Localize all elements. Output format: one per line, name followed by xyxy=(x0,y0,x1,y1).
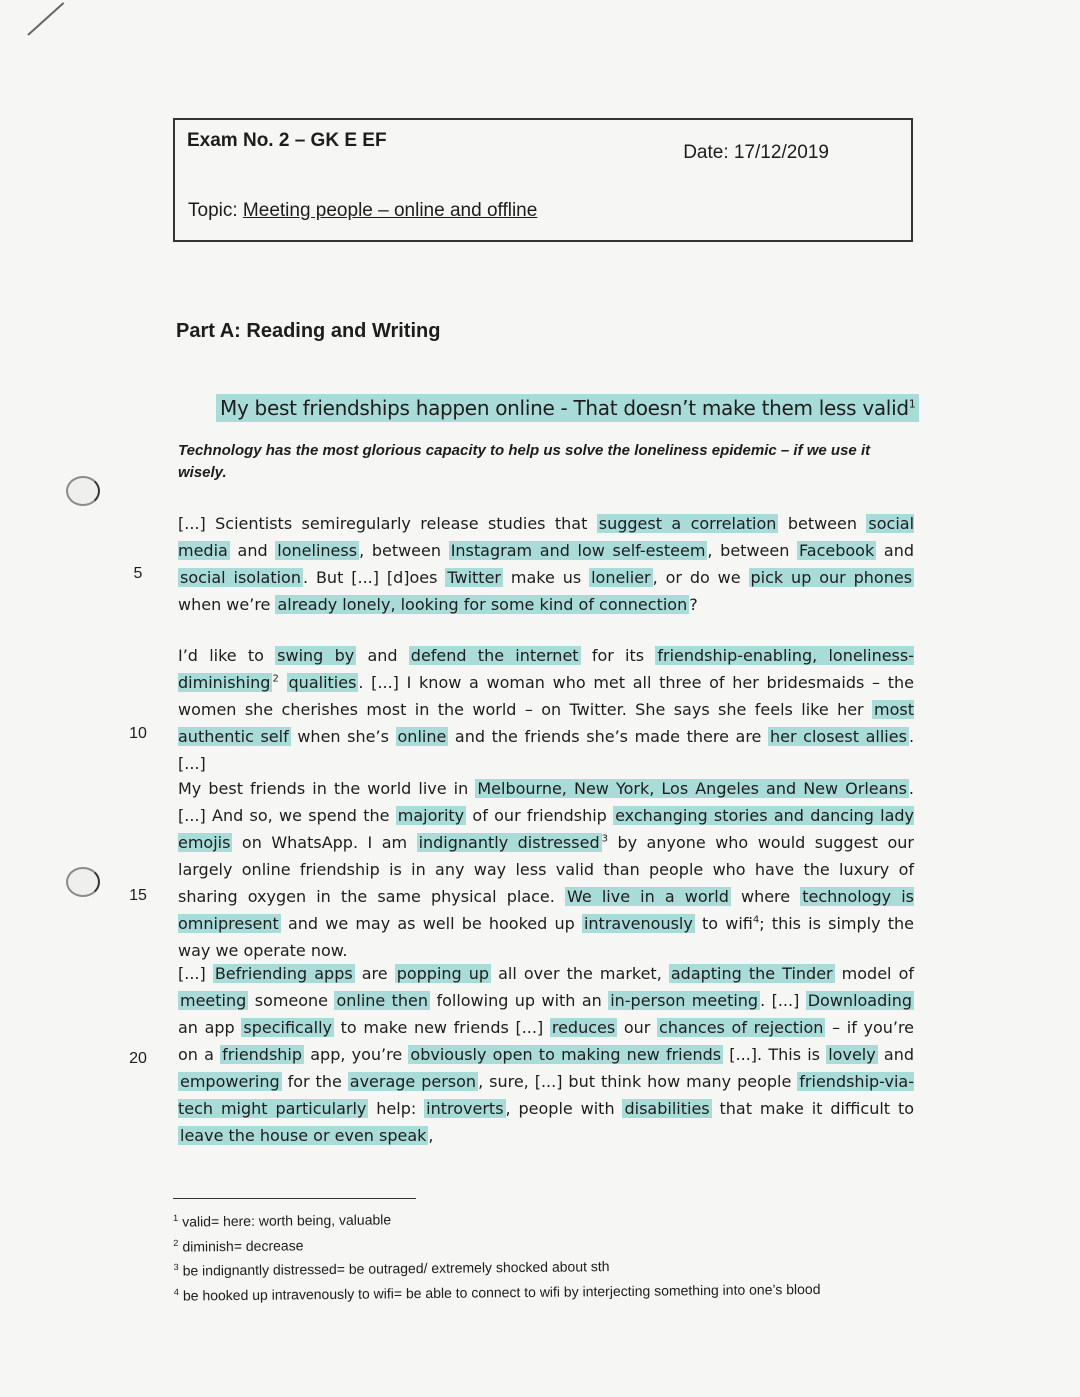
paragraph-1: [...] Scientists semiregularly release studies that suggest a correlation between social media and loneliness , between Instagram and low self-esteem , between Facebook and social isolation . But [...] [d]oes Twitter make us lonelier , or do we pick up our phones when we’re already lonely, looking for some kind of connection ? xyxy=(178,514,915,614)
title-highlight xyxy=(216,394,919,422)
highlight: chances of rejection xyxy=(659,1018,824,1037)
line-number: 15 xyxy=(129,887,147,904)
highlight: lonelier xyxy=(591,568,651,587)
highlight: obviously open to making new friends xyxy=(410,1045,722,1064)
footnote-divider xyxy=(173,1198,416,1199)
highlight: friendship xyxy=(222,1045,303,1064)
topic-text: Meeting people – online and offline xyxy=(242,200,538,221)
highlight: technology is omnipresent xyxy=(178,887,914,933)
highlight: defend the internet xyxy=(410,646,579,665)
line-number: 5 xyxy=(133,565,143,582)
highlight: leave the house or even speak xyxy=(180,1126,427,1145)
highlight: reduces xyxy=(551,1018,616,1037)
highlight: loneliness xyxy=(277,541,358,560)
highlight: adapting the Tinder xyxy=(670,964,833,983)
footnote-ref: 2 xyxy=(272,673,279,685)
highlight: Facebook xyxy=(799,541,875,560)
part-title: Part A: Reading and Writing xyxy=(176,320,441,342)
topic-label: Topic: xyxy=(188,200,238,221)
footnote-item: $^2$ diminish= decrease xyxy=(173,1236,304,1255)
highlight: Downloading xyxy=(807,991,913,1010)
footnote-item: $^3$ be indignantly distressed= be outraged/ extremely shocked about sth xyxy=(173,1258,610,1279)
highlight: online xyxy=(397,727,447,746)
footnote-item: $^4$ be hooked up intravenously to wifi= be able to connect to wifi by interjecting something into one’s blood xyxy=(173,1280,821,1304)
article-title xyxy=(216,396,919,420)
title-text: My best friendships happen online - That doesn’t make them less valid xyxy=(220,396,909,420)
highlight: disabilities xyxy=(624,1099,710,1118)
exam-topic xyxy=(188,200,537,222)
highlight: social media xyxy=(178,514,915,560)
highlight: Befriending apps xyxy=(214,964,353,983)
line-number: 20 xyxy=(129,1050,147,1067)
highlight: specifically xyxy=(243,1018,332,1037)
highlight: meeting xyxy=(180,991,247,1010)
highlight: We live in a world xyxy=(566,887,729,906)
highlight: indignantly distressed xyxy=(418,833,600,852)
highlight: social isolation xyxy=(180,568,301,587)
highlight: most authentic self xyxy=(178,700,914,746)
punch-hole xyxy=(66,476,100,506)
exam-date: Date: 17/12/2019 xyxy=(683,142,829,163)
line-number: 10 xyxy=(129,725,147,742)
highlight: in-person meeting xyxy=(610,991,759,1010)
highlight: majority xyxy=(397,806,465,825)
highlight: lovely xyxy=(828,1045,876,1064)
footnotes xyxy=(173,1200,914,1306)
highlight: qualities xyxy=(288,673,357,692)
highlight: already lonely, looking for some kind of connection xyxy=(277,595,688,614)
highlight: Melbourne, New York, Los Angeles and New Orleans xyxy=(477,779,907,798)
paragraph-3: My best friends in the world live in Melbourne, New York, Los Angeles and New Orleans . [...] And so, we spend the majority of our friendship exchanging stories and dancing lady emojis on WhatsApp. I am indignantly distressed $^3$ by anyone who would suggest our largely online friendship is in any way less valid than people who have the luxury of sharing oxygen in the same physical place. We live in a world where technology is omnipresent and we may as well be hooked up intravenously to wifi$^4$; this is simply the way we operate now. xyxy=(178,779,915,960)
footnote-ref: 1 xyxy=(908,397,916,411)
paragraph-2: I’d like to swing by and defend the internet for its friendship-enabling, loneliness-diminishing $^2$ qualities . [...] I know a woman who met all three of her bridesmaids – the women she cherishes most in the world – on Twitter. She says she feels like her most authentic self when she’s online and the friends she’s made there are her closest allies . [...] xyxy=(178,646,915,773)
exam-header-box xyxy=(173,118,913,242)
highlight: introverts xyxy=(426,1099,504,1118)
highlight: her closest allies xyxy=(770,727,907,746)
highlight: Twitter xyxy=(447,568,501,587)
highlight: intravenously xyxy=(583,914,693,933)
highlight: friendship-via-tech might particularly xyxy=(178,1072,915,1118)
footnote-item: $^1$ valid= here: worth being, valuable xyxy=(173,1211,392,1230)
article-subtitle: Technology has the most glorious capacity to help us solve the loneliness epidemic – if we use it wisely. xyxy=(178,442,871,481)
pen-mark xyxy=(27,2,64,36)
highlight: friendship-enabling, loneliness-diminishing xyxy=(178,646,915,692)
highlight: average person xyxy=(349,1072,477,1091)
highlight: Instagram and low self-esteem xyxy=(450,541,706,560)
highlight: empowering xyxy=(180,1072,280,1091)
highlight: online then xyxy=(336,991,429,1010)
footnote-ref: 3 xyxy=(601,833,608,845)
paragraph-4: [...] Befriending apps are popping up all over the market, adapting the Tinder model of meeting someone online then following up with an in-person meeting . [...] Downloading an app specifically to make new friends [...] reduces our chances of rejection – if you’re on a friendship app, you’re obviously open to making new friends [...]. This is lovely and empowering for the average person , sure, [...] but think how many people friendship-via-tech might particularly help: introverts , people with disabilities that make it difficult to leave the house or even speak , xyxy=(178,964,915,1145)
highlight: popping up xyxy=(396,964,490,983)
exam-number: Exam No. 2 – GK E EF xyxy=(187,130,387,151)
highlight: suggest a correlation xyxy=(598,514,777,533)
footnote-ref: 4 xyxy=(752,914,760,926)
punch-hole xyxy=(66,867,100,897)
highlight: exchanging stories and dancing lady emojis xyxy=(178,806,915,852)
highlight: pick up our phones xyxy=(750,568,913,587)
highlight: swing by xyxy=(277,646,355,665)
